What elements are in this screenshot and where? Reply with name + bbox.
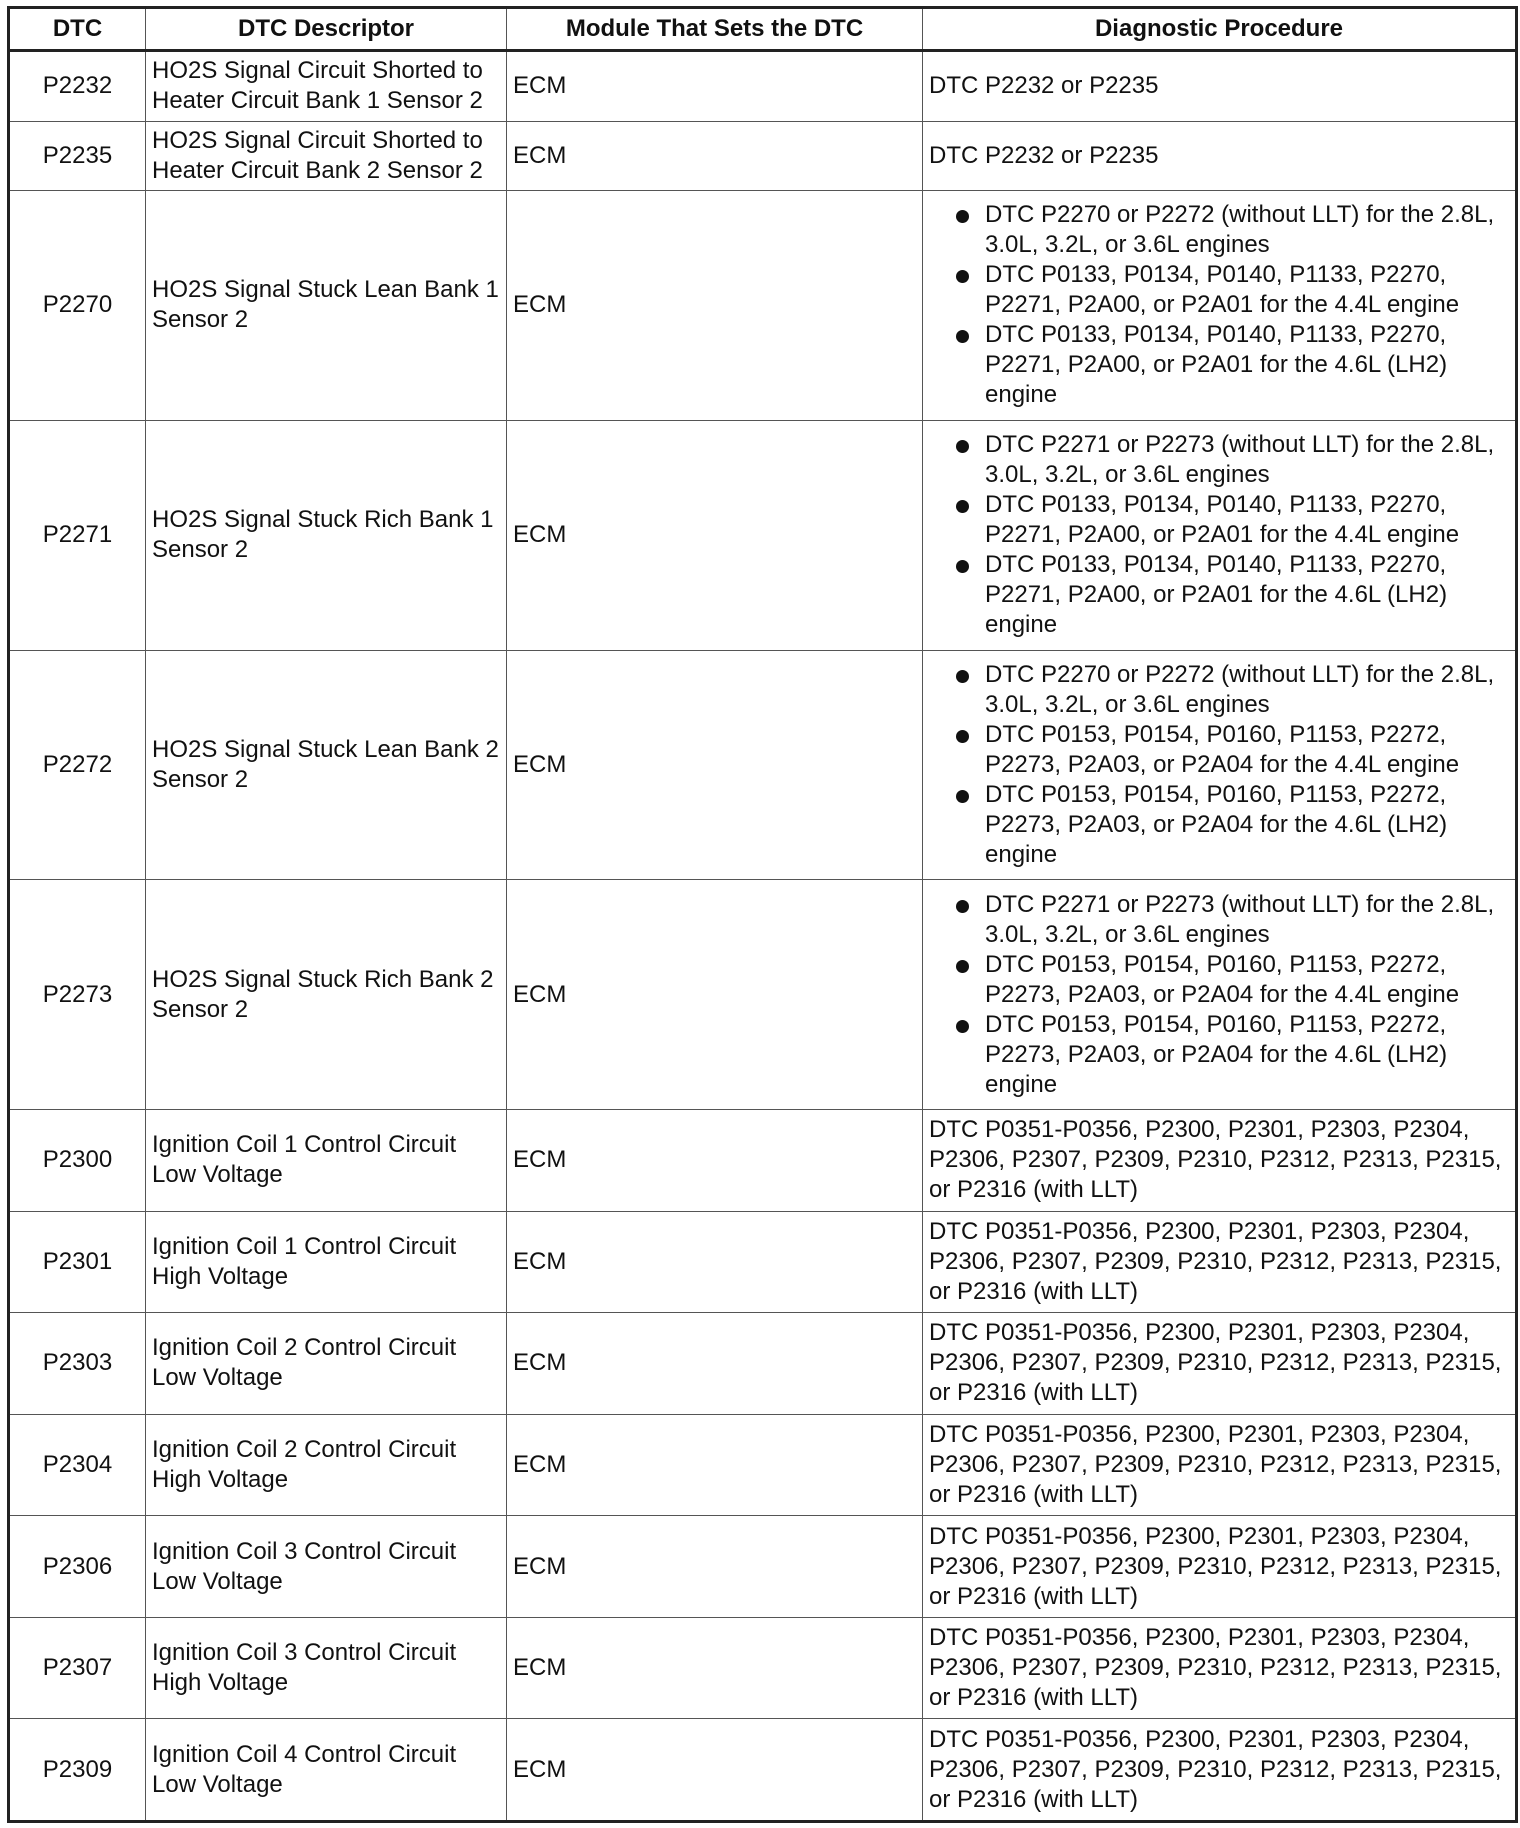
procedure-text: DTC P0351-P0356, P2300, P2301, P2303, P2304, P2306, P2307, P2309, P2310, P2312, P2313, P2315, or P2316 (with LLT) [929, 1319, 1502, 1407]
table-row [9, 1110, 1517, 1212]
diagnostic-procedure-cell [923, 1110, 1517, 1212]
procedure-list-item: DTC P0133, P0134, P0140, P1133, P2270, P2271, P2A00, or P2A01 for the 4.4L engine [956, 490, 1509, 550]
diagnostic-procedure-cell [923, 650, 1517, 880]
diagnostic-procedure-cell [923, 1211, 1517, 1313]
module-cell: ECM [507, 1313, 923, 1415]
procedure-list-item: DTC P0153, P0154, P0160, P1153, P2272, P2273, P2A03, or P2A04 for the 4.4L engine [956, 720, 1509, 780]
module-cell: ECM [507, 420, 923, 650]
diagnostic-procedure-cell [923, 1516, 1517, 1618]
module-cell: ECM [507, 880, 923, 1110]
dtc-descriptor-cell: Ignition Coil 1 Control Circuit Low Voltage [146, 1110, 507, 1212]
module-cell: ECM [507, 51, 923, 122]
dtc-descriptor-cell: HO2S Signal Stuck Lean Bank 1 Sensor 2 [146, 191, 507, 421]
procedure-list-item: DTC P0133, P0134, P0140, P1133, P2270, P2271, P2A00, or P2A01 for the 4.6L (LH2) engine [956, 320, 1509, 410]
table-row [9, 121, 1517, 190]
table-row [9, 1313, 1517, 1415]
module-cell: ECM [507, 1110, 923, 1212]
dtc-descriptor-cell: Ignition Coil 3 Control Circuit Low Voltage [146, 1516, 507, 1618]
diagnostic-procedure-cell [923, 420, 1517, 650]
dtc-code-cell: P2303 [9, 1313, 146, 1415]
diagnostic-procedure-cell [923, 191, 1517, 421]
dtc-descriptor-cell: HO2S Signal Stuck Rich Bank 2 Sensor 2 [146, 880, 507, 1110]
procedure-text: DTC P2232 or P2235 [929, 141, 1159, 169]
dtc-descriptor-cell: HO2S Signal Circuit Shorted to Heater Circuit Bank 2 Sensor 2 [146, 121, 507, 190]
table-row [9, 880, 1517, 1110]
header-dtc: DTC [9, 8, 146, 51]
module-cell: ECM [507, 121, 923, 190]
dtc-code-cell: P2273 [9, 880, 146, 1110]
diagnostic-procedure-cell [923, 121, 1517, 190]
dtc-code-cell: P2270 [9, 191, 146, 421]
diagnostic-procedure-cell [923, 880, 1517, 1110]
table-row [9, 1414, 1517, 1516]
dtc-code-cell: P2235 [9, 121, 146, 190]
module-cell: ECM [507, 1414, 923, 1516]
procedure-list-item: DTC P0153, P0154, P0160, P1153, P2272, P2273, P2A03, or P2A04 for the 4.6L (LH2) engine [956, 1010, 1509, 1100]
header-diagnostic-procedure: Diagnostic Procedure [923, 8, 1517, 51]
table-row [9, 1516, 1517, 1618]
dtc-descriptor-cell: HO2S Signal Stuck Rich Bank 1 Sensor 2 [146, 420, 507, 650]
header-row [9, 8, 1517, 51]
dtc-code-cell: P2232 [9, 51, 146, 122]
dtc-code-cell: P2272 [9, 650, 146, 880]
table-body [9, 51, 1517, 1822]
dtc-code-cell: P2271 [9, 420, 146, 650]
dtc-code-cell: P2309 [9, 1719, 146, 1822]
procedure-list-item: DTC P2270 or P2272 (without LLT) for the 2.8L, 3.0L, 3.2L, or 3.6L engines [956, 660, 1509, 720]
table-row [9, 650, 1517, 880]
procedure-list-item: DTC P0153, P0154, P0160, P1153, P2272, P2273, P2A03, or P2A04 for the 4.6L (LH2) engine [956, 780, 1509, 870]
dtc-descriptor-cell: HO2S Signal Stuck Lean Bank 2 Sensor 2 [146, 650, 507, 880]
diagnostic-procedure-cell [923, 1719, 1517, 1822]
diagnostic-procedure-cell [923, 1617, 1517, 1719]
module-cell: ECM [507, 1617, 923, 1719]
dtc-descriptor-cell: Ignition Coil 2 Control Circuit High Voltage [146, 1414, 507, 1516]
table-row [9, 1211, 1517, 1313]
table-row [9, 1719, 1517, 1822]
procedure-list [929, 430, 1509, 640]
table-row [9, 1617, 1517, 1719]
module-cell: ECM [507, 191, 923, 421]
dtc-descriptor-cell: Ignition Coil 4 Control Circuit Low Voltage [146, 1719, 507, 1822]
module-cell: ECM [507, 1719, 923, 1822]
table-row [9, 420, 1517, 650]
table-row [9, 191, 1517, 421]
procedure-list-item: DTC P0133, P0134, P0140, P1133, P2270, P2271, P2A00, or P2A01 for the 4.4L engine [956, 260, 1509, 320]
procedure-list-item: DTC P0153, P0154, P0160, P1153, P2272, P2273, P2A03, or P2A04 for the 4.4L engine [956, 950, 1509, 1010]
table-row [9, 51, 1517, 122]
procedure-text: DTC P0351-P0356, P2300, P2301, P2303, P2304, P2306, P2307, P2309, P2310, P2312, P2313, P2315, or P2316 (with LLT) [929, 1624, 1502, 1712]
diagnostic-procedure-cell [923, 51, 1517, 122]
procedure-list-item: DTC P2271 or P2273 (without LLT) for the 2.8L, 3.0L, 3.2L, or 3.6L engines [956, 890, 1509, 950]
dtc-descriptor-cell: Ignition Coil 1 Control Circuit High Voltage [146, 1211, 507, 1313]
diagnostic-procedure-cell [923, 1414, 1517, 1516]
procedure-list-item: DTC P0133, P0134, P0140, P1133, P2270, P2271, P2A00, or P2A01 for the 4.6L (LH2) engine [956, 550, 1509, 640]
dtc-descriptor-cell: Ignition Coil 2 Control Circuit Low Voltage [146, 1313, 507, 1415]
procedure-list [929, 660, 1509, 870]
procedure-list-item: DTC P2270 or P2272 (without LLT) for the 2.8L, 3.0L, 3.2L, or 3.6L engines [956, 200, 1509, 260]
dtc-code-cell: P2306 [9, 1516, 146, 1618]
diagnostic-procedure-cell [923, 1313, 1517, 1415]
dtc-code-cell: P2304 [9, 1414, 146, 1516]
procedure-text: DTC P0351-P0356, P2300, P2301, P2303, P2304, P2306, P2307, P2309, P2310, P2312, P2313, P2315, or P2316 (with LLT) [929, 1420, 1502, 1508]
procedure-list-item: DTC P2271 or P2273 (without LLT) for the 2.8L, 3.0L, 3.2L, or 3.6L engines [956, 430, 1509, 490]
procedure-text: DTC P0351-P0356, P2300, P2301, P2303, P2304, P2306, P2307, P2309, P2310, P2312, P2313, P2315, or P2316 (with LLT) [929, 1725, 1502, 1813]
dtc-table [7, 6, 1518, 1823]
dtc-code-cell: P2300 [9, 1110, 146, 1212]
dtc-descriptor-cell: Ignition Coil 3 Control Circuit High Voltage [146, 1617, 507, 1719]
module-cell: ECM [507, 650, 923, 880]
procedure-list [929, 200, 1509, 410]
procedure-text: DTC P2232 or P2235 [929, 72, 1159, 100]
header-module: Module That Sets the DTC [507, 8, 923, 51]
header-dtc-descriptor: DTC Descriptor [146, 8, 507, 51]
dtc-code-cell: P2301 [9, 1211, 146, 1313]
module-cell: ECM [507, 1211, 923, 1313]
dtc-descriptor-cell: HO2S Signal Circuit Shorted to Heater Circuit Bank 1 Sensor 2 [146, 51, 507, 122]
procedure-text: DTC P0351-P0356, P2300, P2301, P2303, P2304, P2306, P2307, P2309, P2310, P2312, P2313, P2315, or P2316 (with LLT) [929, 1116, 1502, 1204]
procedure-list [929, 890, 1509, 1100]
module-cell: ECM [507, 1516, 923, 1618]
procedure-text: DTC P0351-P0356, P2300, P2301, P2303, P2304, P2306, P2307, P2309, P2310, P2312, P2313, P2315, or P2316 (with LLT) [929, 1217, 1502, 1305]
procedure-text: DTC P0351-P0356, P2300, P2301, P2303, P2304, P2306, P2307, P2309, P2310, P2312, P2313, P2315, or P2316 (with LLT) [929, 1522, 1502, 1610]
dtc-code-cell: P2307 [9, 1617, 146, 1719]
